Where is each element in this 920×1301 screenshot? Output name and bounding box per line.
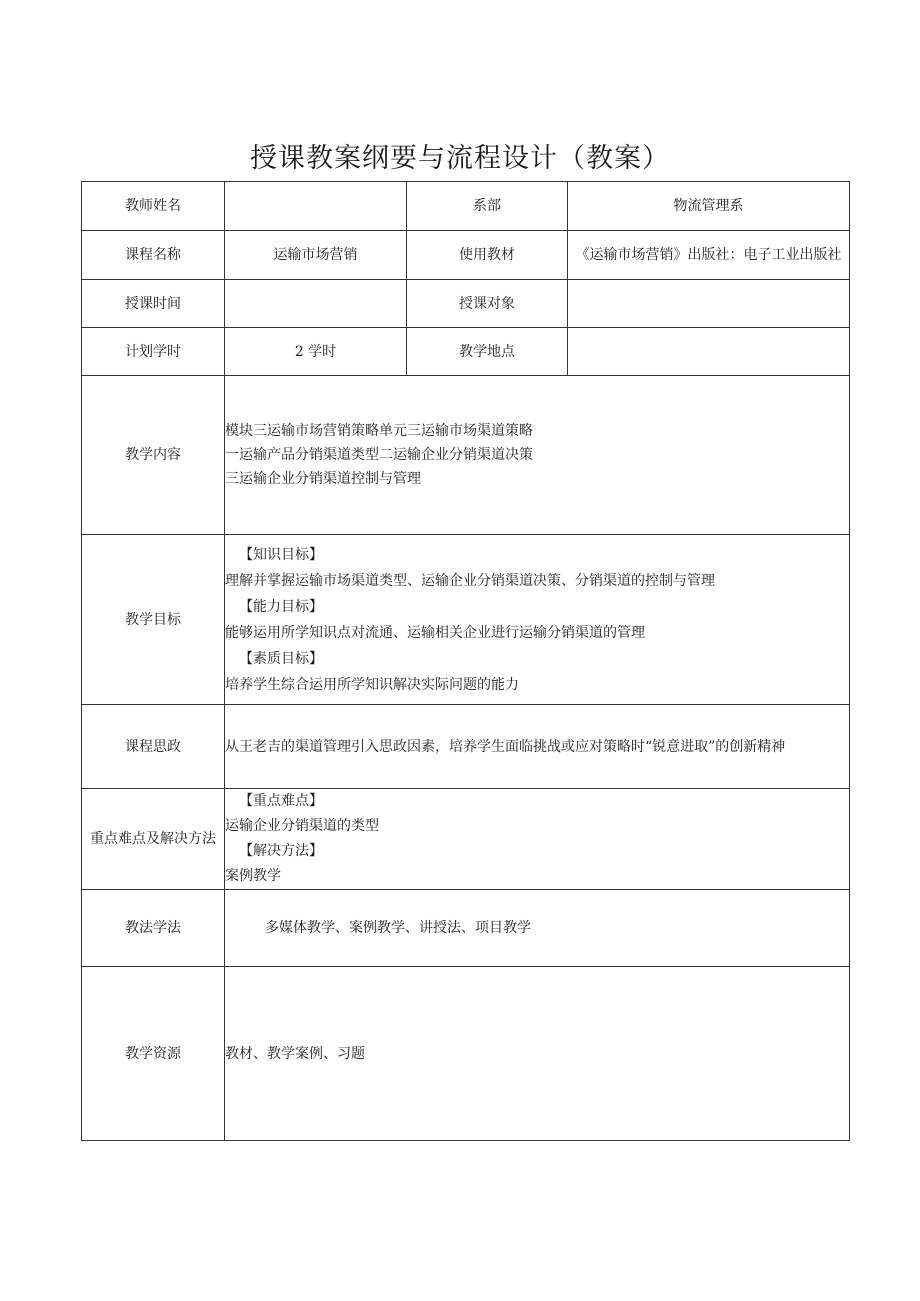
ability-goal-text: 能够运用所学知识点对流通、运输相关企业进行运输分销渠道的管理: [225, 624, 645, 641]
quality-goal-text: 培养学生综合运用所学知识解决实际问题的能力: [225, 676, 519, 693]
course-name-value: 运输市场营销: [225, 231, 407, 280]
methods-label: 教法学法: [82, 890, 225, 967]
resources-value: 教材、教学案例、习题: [225, 967, 850, 1141]
ideology-label: 课程思政: [82, 705, 225, 789]
keypoints-label: 重点难点及解决方法: [82, 789, 225, 890]
knowledge-goal-heading: 【知识目标】: [239, 546, 323, 563]
teaching-objectives-label: 教学目标: [82, 535, 225, 705]
course-name-label: 课程名称: [82, 231, 225, 280]
teaching-time-value: [225, 280, 407, 328]
content-line: 三运输企业分销渠道控制与管理: [225, 471, 421, 487]
keypoints-value: [225, 789, 850, 890]
solution-heading: 【解决方法】: [239, 843, 323, 859]
teaching-objectives-value: [225, 535, 850, 705]
solution-text: 案例教学: [225, 868, 281, 884]
resources-label: 教学资源: [82, 967, 225, 1141]
teacher-name-label: 教师姓名: [82, 182, 225, 231]
teaching-content-value: [225, 376, 850, 535]
department-label: 系部: [407, 182, 568, 231]
teaching-content-label: 教学内容: [82, 376, 225, 535]
row-course: [82, 231, 850, 280]
row-methods: [82, 890, 850, 967]
teaching-time-label: 授课时间: [82, 280, 225, 328]
department-value: 物流管理系: [568, 182, 850, 231]
audience-label: 授课对象: [407, 280, 568, 328]
textbook-value: 《运输市场营销》出版社：电子工业出版社: [568, 231, 850, 280]
content-line: 模块三运输市场营销策略单元三运输市场渠道策略: [225, 423, 533, 439]
row-hours: [82, 328, 850, 376]
page-title: 授课教案纲要与流程设计（教案）: [250, 143, 670, 174]
quality-goal-heading: 【素质目标】: [239, 650, 323, 667]
row-content: [82, 376, 850, 535]
location-value: [568, 328, 850, 376]
row-resources: [82, 967, 850, 1141]
textbook-label: 使用教材: [407, 231, 568, 280]
key-difficulty-text: 运输企业分销渠道的类型: [225, 818, 379, 834]
lesson-plan-table: [81, 181, 850, 1141]
ability-goal-heading: 【能力目标】: [239, 598, 323, 615]
row-objectives: [82, 535, 850, 705]
row-ideology: [82, 705, 850, 789]
row-teacher: [82, 182, 850, 231]
content-line: 一运输产品分销渠道类型二运输企业分销渠道决策: [225, 447, 533, 463]
ideology-value: 从王老吉的渠道管理引入思政因素，培养学生面临挑战或应对策略时“锐意进取”的创新精神: [225, 705, 850, 789]
methods-value-cell: [225, 890, 850, 967]
planned-hours-value: 2 学时: [225, 328, 407, 376]
row-time: [82, 280, 850, 328]
planned-hours-label: 计划学时: [82, 328, 225, 376]
location-label: 教学地点: [407, 328, 568, 376]
audience-value: [568, 280, 850, 328]
key-difficulty-heading: 【重点难点】: [239, 793, 323, 809]
row-keypoints: [82, 789, 850, 890]
teacher-name-value: [225, 182, 407, 231]
methods-value: 多媒体教学、案例教学、讲授法、项目教学: [265, 920, 531, 936]
knowledge-goal-text: 理解并掌握运输市场渠道类型、运输企业分销渠道决策、分销渠道的控制与管理: [225, 572, 715, 589]
